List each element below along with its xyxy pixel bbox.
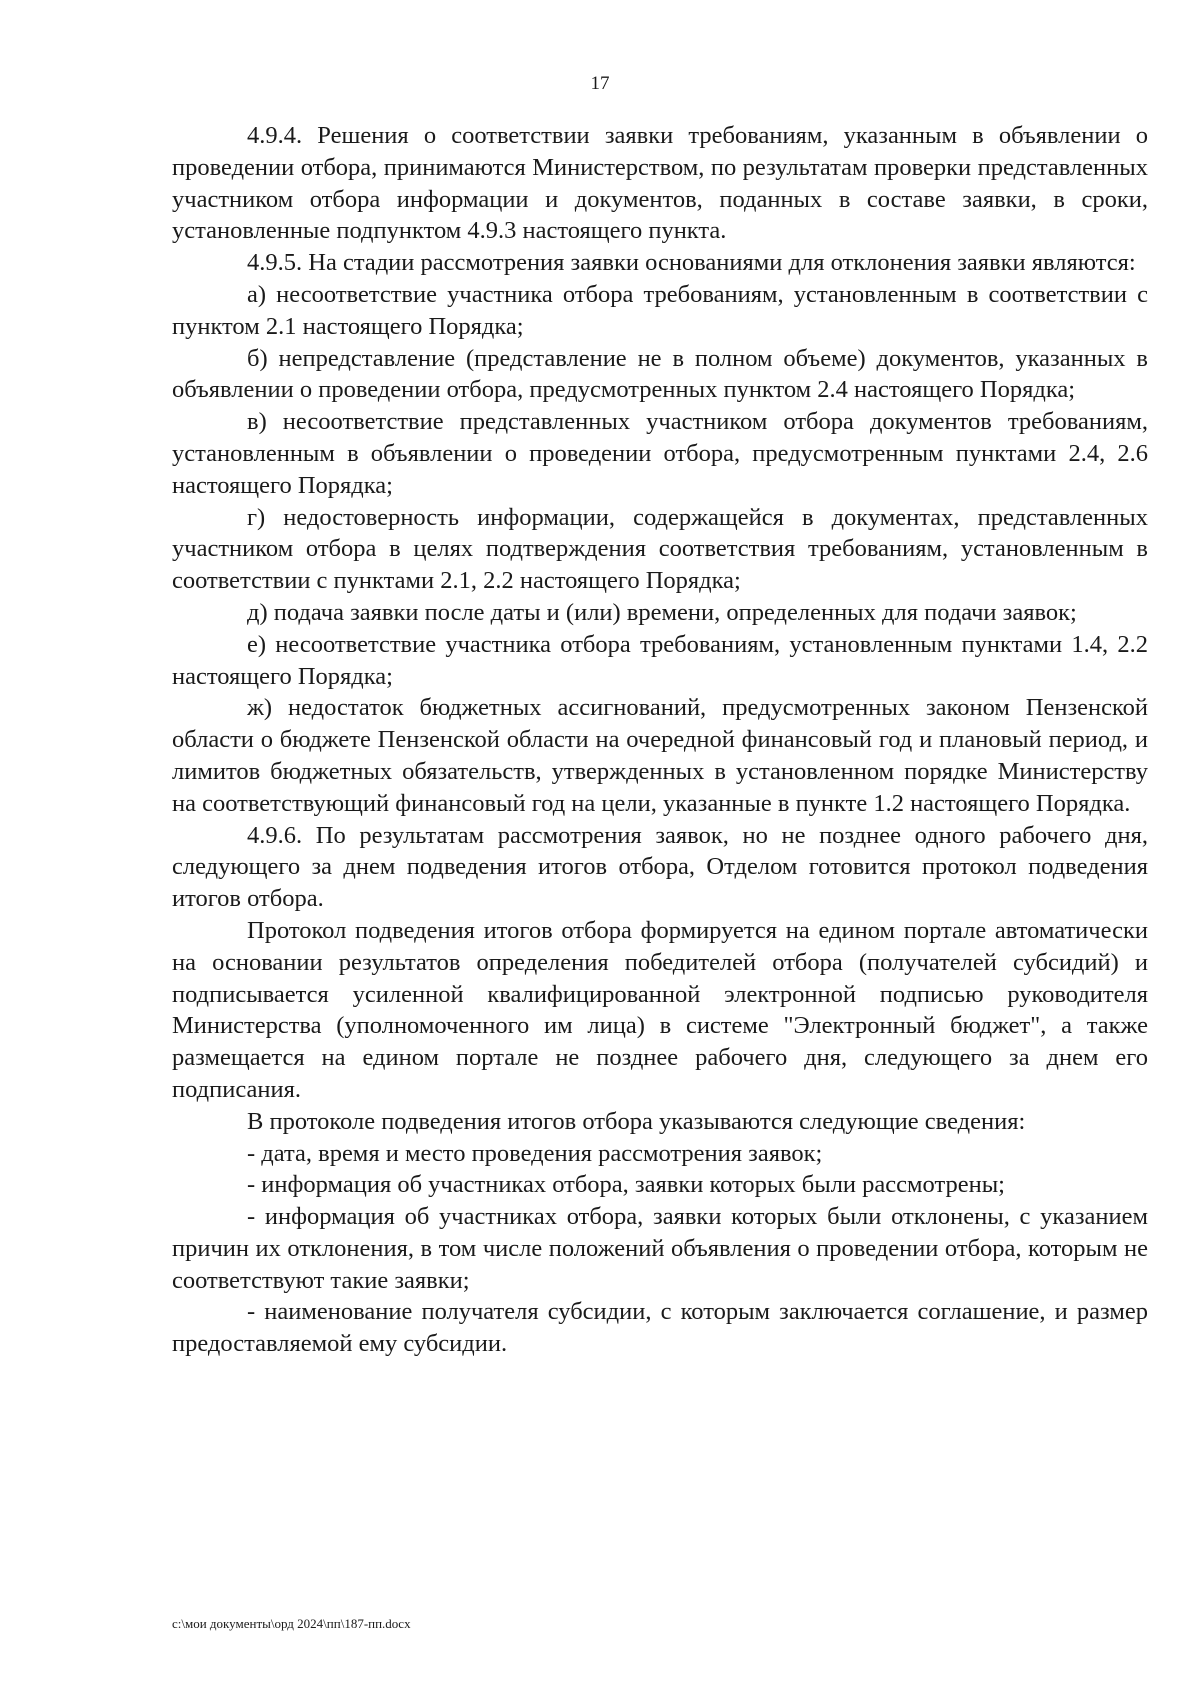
bullet-item: - наименование получателя субсидии, с которым заключается соглашение, и размер предоставляемой ему субсидии. <box>172 1298 1148 1358</box>
list-item-d: д) подача заявки после даты и (или) времени, определенных для подачи заявок; <box>247 598 1077 626</box>
bullet-item: - информация об участниках отбора, заявки которых были отклонены, с указанием причин их отклонения, в том числе положений объявления о проведении отбора, которым не соответствуют такие заявки; <box>172 1203 1148 1294</box>
paragraph-4-9-4: 4.9.4. Решения о соответствии заявки требованиям, указанным в объявлении о проведении отбора, принимаются Министерством, по результатам проверки представленных участником отбора информации и документов, поданных в составе заявки, в сроки, установленные подпунктом 4.9.3 настоящего пункта. <box>172 122 1148 245</box>
page-number: 17 <box>590 73 610 94</box>
list-item-g: г) недостоверность информации, содержащейся в документах, представленных участником отбора в целях подтверждения соответствия требованиям, установленным в соответствии с пунктами 2.1, 2.2 настоящего Порядка; <box>172 503 1148 595</box>
list-item-e: е) несоответствие участника отбора требованиям, установленным пунктами 1.4, 2.2 настоящего Порядка; <box>172 630 1148 690</box>
footer-file-path: c:\мои документы\орд 2024\пп\187-пп.docx <box>172 1616 411 1631</box>
bullet-item: - информация об участниках отбора, заявки которых были рассмотрены; <box>247 1171 1005 1199</box>
paragraph-4-9-5: 4.9.5. На стадии рассмотрения заявки основаниями для отклонения заявки являются: <box>247 249 1136 277</box>
document-body <box>172 120 1148 1360</box>
paragraph-4-9-6: 4.9.6. По результатам рассмотрения заявок, но не позднее одного рабочего дня, следующего за днем подведения итогов отбора, Отделом готовится протокол подведения итогов отбора. <box>172 821 1148 913</box>
bullet-item: - дата, время и место проведения рассмотрения заявок; <box>247 1139 823 1167</box>
paragraph-protocol: Протокол подведения итогов отбора формируется на едином портале автоматически на основании результатов определения победителей отбора (получателей субсидий) и подписывается усиленной квалифицированной электронной подписью руководителя Министерства (уполномоченного им лица) в системе "Электронный бюджет", а также размещается на едином портале не позднее рабочего дня, следующего за днем его подписания. <box>172 916 1148 1103</box>
list-item-v: в) несоответствие представленных участником отбора документов требованиям, установленным в объявлении о проведении отбора, предусмотренным пунктами 2.4, 2.6 настоящего Порядка; <box>172 408 1148 499</box>
list-item-zh: ж) недостаток бюджетных ассигнований, предусмотренных законом Пензенской области о бюджете Пензенской области на очередной финансовый год и плановый период, и лимитов бюджетных обязательств, утвержденных в установленном порядке Министерству на соответствующий финансовый год на цели, указанные в пункте 1.2 настоящего Порядка. <box>172 694 1148 817</box>
list-item-b: б) непредставление (представление не в полном объеме) документов, указанных в объявлении о проведении отбора, предусмотренных пунктом 2.4 настоящего Порядка; <box>172 344 1148 404</box>
paragraph-protocol-contents: В протоколе подведения итогов отбора указываются следующие сведения: <box>247 1107 1026 1135</box>
list-item-a: а) несоответствие участника отбора требованиям, установленным в соответствии с пунктом 2.1 настоящего Порядка; <box>172 280 1148 340</box>
